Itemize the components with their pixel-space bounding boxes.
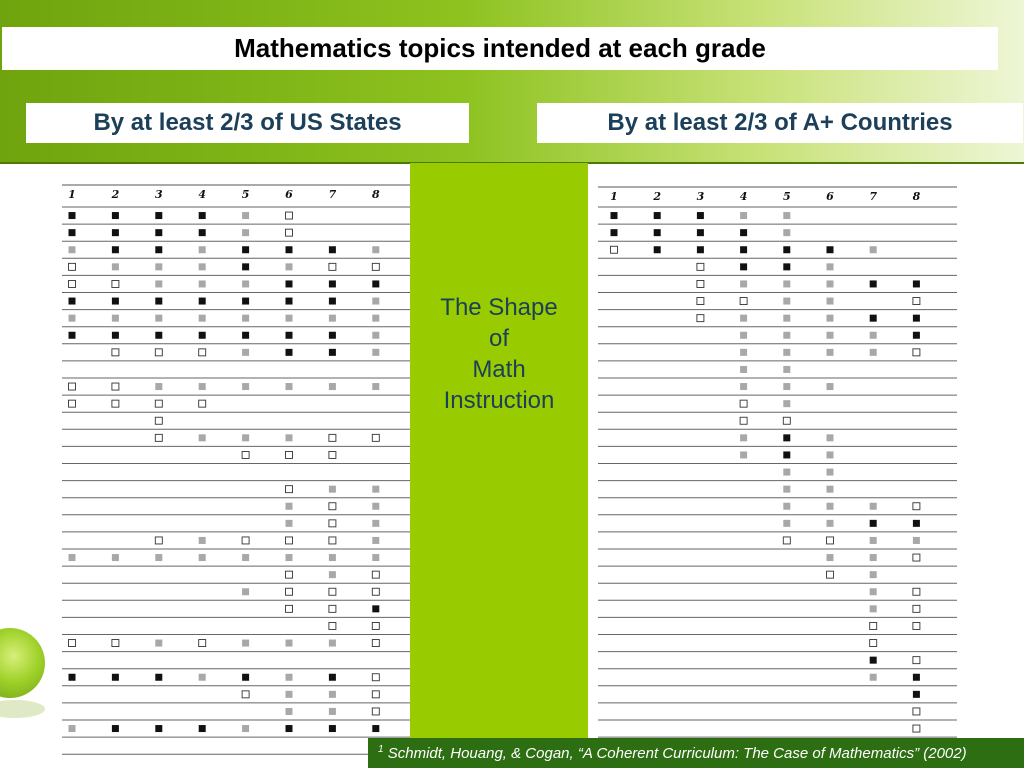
grade-label: 4 (198, 188, 207, 201)
grade-label: 3 (696, 190, 705, 203)
grid-cell-open (372, 622, 379, 629)
grid-cell-grey (155, 315, 162, 322)
grid-cell-grey (286, 554, 293, 561)
grid-cell-open (329, 622, 336, 629)
grade-label: 6 (826, 190, 834, 203)
grid-cell-grey (372, 246, 379, 253)
grid-cell-grey (913, 537, 920, 544)
grid-cell-grey (740, 366, 747, 373)
grid-cell-grey (329, 640, 336, 647)
grid-cell-open (286, 537, 293, 544)
grid-cell-filled (69, 298, 76, 305)
grid-cell-grey (372, 537, 379, 544)
grid-cell-grey (69, 554, 76, 561)
grade-label: 1 (68, 188, 76, 201)
grid-cell-grey (199, 537, 206, 544)
grid-cell-grey (827, 349, 834, 356)
grid-cell-open (913, 657, 920, 664)
grid-cell-filled (372, 605, 379, 612)
grid-cell-filled (697, 246, 704, 253)
footnote-marker: 1 (378, 744, 384, 755)
grid-cell-open (740, 417, 747, 424)
grid-cell-filled (69, 229, 76, 236)
grid-cell-filled (199, 332, 206, 339)
grid-cell-grey (783, 229, 790, 236)
grid-cell-grey (827, 434, 834, 441)
grid-cell-grey (199, 434, 206, 441)
grid-cell-filled (870, 520, 877, 527)
grid-cell-grey (827, 451, 834, 458)
grid-cell-grey (242, 588, 249, 595)
grid-cell-filled (329, 246, 336, 253)
grid-cell-grey (286, 674, 293, 681)
grid-cell-open (155, 434, 162, 441)
grid-cell-filled (783, 434, 790, 441)
grid-cell-open (329, 451, 336, 458)
grid-cell-grey (870, 605, 877, 612)
grid-cell-open (69, 383, 76, 390)
grid-cell-grey (242, 280, 249, 287)
grid-cell-open (870, 622, 877, 629)
grid-cell-grey (199, 674, 206, 681)
grid-cell-grey (372, 332, 379, 339)
grid-cell-grey (827, 383, 834, 390)
grid-cell-open (155, 417, 162, 424)
grid-cell-grey (740, 315, 747, 322)
grid-cell-grey (870, 588, 877, 595)
grid-cell-open (286, 451, 293, 458)
grid-cell-grey (199, 280, 206, 287)
grid-cell-filled (199, 212, 206, 219)
grid-cell-grey (827, 332, 834, 339)
grid-cell-filled (286, 280, 293, 287)
grid-cell-filled (697, 229, 704, 236)
grid-cell-filled (112, 246, 119, 253)
grid-cell-grey (827, 263, 834, 270)
grid-cell-grey (827, 520, 834, 527)
grid-cell-grey (286, 520, 293, 527)
grid-cell-open (242, 691, 249, 698)
grid-cell-grey (199, 263, 206, 270)
grid-cell-filled (199, 725, 206, 732)
grid-cell-grey (242, 229, 249, 236)
grid-cell-grey (286, 503, 293, 510)
grid-cell-filled (286, 725, 293, 732)
grid-cell-grey (69, 725, 76, 732)
grid-cell-grey (740, 332, 747, 339)
grid-cell-filled (155, 674, 162, 681)
grid-cell-open (913, 349, 920, 356)
grid-cell-open (611, 246, 618, 253)
grade-label: 7 (869, 190, 878, 203)
grid-cell-open (827, 571, 834, 578)
grid-cell-grey (372, 349, 379, 356)
grid-cell-filled (69, 674, 76, 681)
grid-cell-open (155, 537, 162, 544)
grid-cell-open (329, 263, 336, 270)
grid-cell-open (69, 263, 76, 270)
grid-cell-filled (329, 725, 336, 732)
grid-cell-grey (827, 469, 834, 476)
grid-cell-open (372, 571, 379, 578)
grid-cell-filled (870, 280, 877, 287)
grid-cell-grey (199, 554, 206, 561)
grade-label: 8 (912, 190, 921, 203)
grid-cell-open (286, 212, 293, 219)
grid-cell-open (372, 263, 379, 270)
grid-cell-grey (112, 263, 119, 270)
grid-cell-grey (740, 280, 747, 287)
grid-cell-open (155, 400, 162, 407)
grid-cell-filled (913, 691, 920, 698)
center-line-1: The Shape (440, 294, 558, 321)
grid-cell-open (913, 298, 920, 305)
grade-label: 3 (154, 188, 163, 201)
grid-cell-open (372, 708, 379, 715)
grid-cell-open (740, 298, 747, 305)
grid-cell-open (827, 537, 834, 544)
grid-cell-grey (329, 691, 336, 698)
grid-cell-grey (783, 503, 790, 510)
grid-cell-filled (242, 246, 249, 253)
grid-cell-open (199, 400, 206, 407)
grid-cell-grey (372, 298, 379, 305)
grid-cell-filled (783, 246, 790, 253)
slide-title: Mathematics topics intended at each grade (2, 27, 998, 70)
grid-cell-grey (783, 349, 790, 356)
grid-cell-filled (155, 298, 162, 305)
grid-cell-filled (286, 332, 293, 339)
grid-cell-filled (329, 349, 336, 356)
grid-cell-grey (740, 451, 747, 458)
grade-label: 4 (739, 190, 748, 203)
grade-label: 2 (111, 188, 120, 201)
grid-cell-filled (870, 315, 877, 322)
center-caption (410, 292, 588, 416)
grid-cell-grey (372, 383, 379, 390)
grid-cell-grey (870, 503, 877, 510)
grid-cell-open (870, 640, 877, 647)
grid-cell-filled (740, 263, 747, 270)
grid-cell-filled (112, 332, 119, 339)
grid-cell-grey (783, 400, 790, 407)
grid-cell-open (372, 588, 379, 595)
grade-label: 5 (782, 190, 791, 203)
grid-cell-grey (242, 725, 249, 732)
grid-cell-open (69, 640, 76, 647)
grid-cell-filled (913, 315, 920, 322)
grid-us-states (62, 185, 410, 754)
grid-cell-grey (69, 315, 76, 322)
grid-cell-grey (329, 315, 336, 322)
grid-cell-filled (697, 212, 704, 219)
grid-cell-grey (827, 503, 834, 510)
grid-cell-filled (112, 674, 119, 681)
grid-cell-open (69, 400, 76, 407)
grid-cell-open (199, 640, 206, 647)
grid-cell-grey (870, 554, 877, 561)
grid-cell-open (913, 588, 920, 595)
grid-cell-open (913, 622, 920, 629)
grid-cell-filled (242, 674, 249, 681)
grade-label: 2 (653, 190, 662, 203)
grid-cell-grey (286, 315, 293, 322)
grid-cell-open (913, 503, 920, 510)
grid-cell-grey (199, 246, 206, 253)
grid-cell-open (112, 640, 119, 647)
grid-cell-grey (155, 280, 162, 287)
grid-cell-open (329, 434, 336, 441)
grid-cell-filled (155, 212, 162, 219)
grid-cell-filled (242, 332, 249, 339)
grid-cell-filled (654, 229, 661, 236)
grid-cell-grey (783, 280, 790, 287)
grid-cell-open (697, 280, 704, 287)
grid-cell-grey (740, 349, 747, 356)
citation-footnote (368, 738, 1024, 768)
grid-cell-grey (783, 486, 790, 493)
grid-cell-filled (69, 212, 76, 219)
grid-cell-filled (286, 246, 293, 253)
grid-cell-filled (329, 332, 336, 339)
grid-cell-open (913, 708, 920, 715)
grid-cell-filled (913, 332, 920, 339)
grid-cell-filled (611, 229, 618, 236)
grid-cell-open (329, 605, 336, 612)
grid-cell-filled (242, 298, 249, 305)
grid-cell-grey (242, 315, 249, 322)
grid-cell-open (69, 280, 76, 287)
grid-cell-grey (870, 349, 877, 356)
grid-cell-grey (286, 691, 293, 698)
grid-cell-filled (913, 280, 920, 287)
grid-cell-grey (827, 315, 834, 322)
grid-cell-open (913, 725, 920, 732)
grid-cell-grey (372, 486, 379, 493)
grid-cell-open (242, 537, 249, 544)
center-line-2: of (488, 325, 509, 352)
grid-cell-open (286, 588, 293, 595)
grid-cell-grey (242, 434, 249, 441)
grid-cell-grey (242, 554, 249, 561)
grid-cell-grey (242, 383, 249, 390)
center-panel (410, 163, 588, 741)
grid-cell-grey (372, 554, 379, 561)
grid-cell-filled (372, 280, 379, 287)
grid-cell-open (697, 298, 704, 305)
grid-cell-grey (870, 571, 877, 578)
center-line-3: Math (472, 356, 526, 383)
grid-cell-filled (913, 674, 920, 681)
grid-cell-filled (199, 298, 206, 305)
grid-cell-filled (112, 298, 119, 305)
grid-cell-grey (827, 486, 834, 493)
grid-cell-filled (329, 298, 336, 305)
grid-cell-filled (654, 212, 661, 219)
grid-cell-open (783, 417, 790, 424)
grid-cell-open (286, 571, 293, 578)
grid-cell-grey (783, 315, 790, 322)
grid-cell-grey (286, 263, 293, 270)
grid-cell-grey (329, 486, 336, 493)
grid-a-plus-countries (598, 187, 957, 754)
grid-cell-filled (112, 725, 119, 732)
grid-cell-filled (783, 263, 790, 270)
grid-cell-filled (740, 246, 747, 253)
grid-cell-open (112, 400, 119, 407)
grid-cell-grey (329, 554, 336, 561)
grid-cell-grey (286, 383, 293, 390)
grid-cell-grey (783, 383, 790, 390)
grid-cell-grey (242, 640, 249, 647)
grid-cell-open (242, 451, 249, 458)
grid-cell-open (740, 400, 747, 407)
grid-cell-filled (783, 451, 790, 458)
grid-cell-grey (69, 246, 76, 253)
grade-label: 7 (328, 188, 337, 201)
grid-cell-grey (870, 537, 877, 544)
grid-cell-open (329, 537, 336, 544)
grid-cell-grey (199, 383, 206, 390)
grid-cell-grey (242, 212, 249, 219)
grid-cell-filled (112, 229, 119, 236)
grid-cell-filled (155, 246, 162, 253)
grid-cell-grey (783, 332, 790, 339)
grid-cell-open (372, 640, 379, 647)
grid-cell-open (697, 263, 704, 270)
grid-cell-filled (242, 263, 249, 270)
grid-cell-grey (740, 383, 747, 390)
grid-cell-filled (913, 520, 920, 527)
footnote-text: Schmidt, Houang, & Cogan, “A Coherent Curriculum: The Case of Mathematics” (2002) (387, 745, 967, 762)
grade-label: 5 (241, 188, 250, 201)
subtitle-a-plus-countries: By at least 2/3 of A+ Countries (537, 103, 1023, 143)
grid-cell-grey (827, 280, 834, 287)
grid-cell-grey (870, 332, 877, 339)
grid-cell-filled (69, 332, 76, 339)
grid-cell-grey (372, 520, 379, 527)
grid-cell-open (329, 503, 336, 510)
grid-cell-open (783, 537, 790, 544)
grid-cell-grey (740, 212, 747, 219)
grid-cell-grey (783, 298, 790, 305)
grid-cell-filled (112, 212, 119, 219)
grid-cell-filled (199, 229, 206, 236)
grid-cell-grey (740, 434, 747, 441)
grid-cell-open (372, 674, 379, 681)
grid-cell-open (286, 486, 293, 493)
grid-cell-open (372, 434, 379, 441)
grid-cell-filled (740, 229, 747, 236)
grid-cell-open (913, 605, 920, 612)
grid-cell-grey (329, 571, 336, 578)
grid-cell-grey (242, 349, 249, 356)
grid-cell-grey (827, 554, 834, 561)
grid-cell-open (372, 691, 379, 698)
grid-cell-grey (783, 212, 790, 219)
grid-cell-filled (155, 332, 162, 339)
grid-cell-grey (286, 640, 293, 647)
grid-cell-grey (155, 263, 162, 270)
grid-cell-grey (155, 554, 162, 561)
grid-cell-filled (286, 349, 293, 356)
grid-cell-open (155, 349, 162, 356)
grid-cell-grey (827, 298, 834, 305)
grid-cell-filled (329, 674, 336, 681)
grade-label: 6 (285, 188, 293, 201)
grid-cell-open (199, 349, 206, 356)
grid-cell-filled (827, 246, 834, 253)
subtitle-us-states: By at least 2/3 of US States (26, 103, 469, 143)
grade-label: 8 (371, 188, 380, 201)
grid-cell-filled (611, 212, 618, 219)
center-line-4: Instruction (443, 387, 555, 414)
grid-cell-open (286, 229, 293, 236)
grid-cell-filled (372, 725, 379, 732)
grid-cell-grey (112, 554, 119, 561)
grid-cell-open (329, 520, 336, 527)
grid-cell-grey (870, 246, 877, 253)
grid-cell-open (329, 588, 336, 595)
grid-cell-filled (286, 298, 293, 305)
grid-cell-filled (329, 280, 336, 287)
grid-cell-filled (870, 657, 877, 664)
grid-cell-grey (329, 708, 336, 715)
grid-cell-grey (199, 315, 206, 322)
grid-cell-grey (372, 503, 379, 510)
grid-cell-open (286, 605, 293, 612)
grid-cell-grey (112, 315, 119, 322)
grid-cell-grey (329, 383, 336, 390)
grid-cell-grey (783, 520, 790, 527)
grid-cell-grey (372, 315, 379, 322)
grid-cell-filled (155, 725, 162, 732)
grid-cell-open (697, 315, 704, 322)
grid-cell-grey (155, 640, 162, 647)
grade-label: 1 (610, 190, 618, 203)
grid-cell-filled (654, 246, 661, 253)
grid-cell-open (913, 554, 920, 561)
grid-cell-grey (286, 434, 293, 441)
grid-cell-filled (155, 229, 162, 236)
grid-cell-grey (155, 383, 162, 390)
grid-cell-open (112, 280, 119, 287)
grid-cell-grey (870, 674, 877, 681)
grid-cell-grey (783, 469, 790, 476)
grid-cell-open (112, 349, 119, 356)
grid-cell-grey (286, 708, 293, 715)
grid-cell-grey (783, 366, 790, 373)
grid-cell-open (112, 383, 119, 390)
